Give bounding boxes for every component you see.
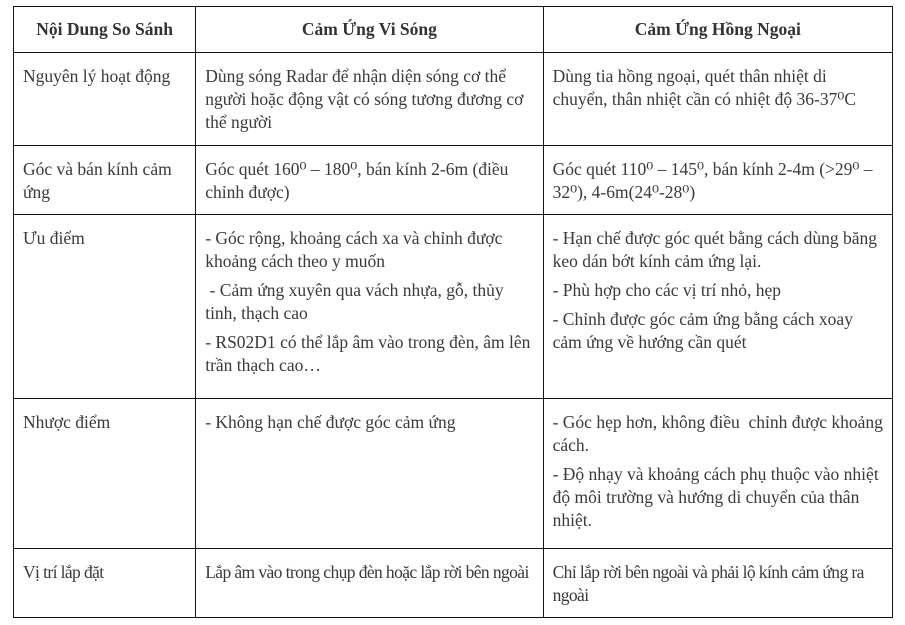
- header-microwave: Cảm Ứng Vi Sóng: [196, 7, 543, 53]
- infrared-disadvantage-2: - Độ nhạy và khoảng cách phụ thuộc vào nhiệt độ môi trường và hướng di chuyển của thân nhiệt.: [552, 464, 879, 530]
- row-label-cell: [14, 549, 196, 618]
- microwave-text: Lắp âm vào trong chụp đèn hoặc lắp rời bên ngoài: [205, 562, 529, 582]
- header-infrared: Cảm Ứng Hồng Ngoại: [543, 7, 892, 53]
- microwave-cell: [196, 215, 543, 399]
- row-label: Nguyên lý hoạt động: [23, 66, 171, 86]
- table-row: [14, 146, 893, 215]
- table-row: [14, 215, 893, 399]
- infrared-text: Góc quét 110⁰ – 145⁰, bán kính 2-4m (>29⁰ – 32⁰), 4-6m(24⁰-28⁰): [552, 159, 873, 202]
- row-label: Vị trí lắp đặt: [23, 562, 104, 582]
- row-label: Nhược điểm: [23, 412, 111, 432]
- table-row: [14, 549, 893, 618]
- row-label-cell: [14, 215, 196, 399]
- table-row: [14, 399, 893, 549]
- microwave-disadvantage-1: - Không hạn chế được góc cảm ứng: [205, 412, 456, 432]
- row-label-cell: [14, 399, 196, 549]
- row-label: Ưu điểm: [23, 228, 85, 248]
- infrared-cell: [543, 146, 892, 215]
- infrared-advantage-1: - Hạn chế được góc quét bằng cách dùng băng keo dán bớt kính cảm ứng lại.: [552, 228, 877, 271]
- microwave-advantage-2: - Cảm ứng xuyên qua vách nhựa, gỗ, thủy tinh, thạch cao: [205, 280, 509, 323]
- microwave-cell: [196, 399, 543, 549]
- infrared-cell: [543, 399, 892, 549]
- header-criteria: Nội Dung So Sánh: [14, 7, 196, 53]
- infrared-text: Chỉ lắp rời bên ngoài và phải lộ kính cảm ứng ra ngoài: [552, 562, 864, 605]
- row-label: Góc và bán kính cảm ứng: [23, 159, 172, 202]
- microwave-advantage-1: - Góc rộng, khoảng cách xa và chỉnh được khoảng cách theo y muốn: [205, 228, 503, 271]
- row-label-cell: [14, 146, 196, 215]
- infrared-advantage-3: - Chỉnh được góc cảm ứng bằng cách xoay cảm ứng về hướng cần quét: [552, 309, 853, 352]
- header-row: [14, 7, 893, 53]
- infrared-cell: [543, 549, 892, 618]
- microwave-cell: [196, 549, 543, 618]
- infrared-disadvantage-1: - Góc hẹp hơn, không điều chỉnh được khoảng cách.: [552, 412, 888, 455]
- table-row: [14, 53, 893, 146]
- microwave-advantage-3: - RS02D1 có thể lắp âm vào trong đèn, âm lên trần thạch cao…: [205, 332, 531, 375]
- infrared-cell: [543, 215, 892, 399]
- comparison-table: [13, 6, 893, 618]
- microwave-cell: [196, 146, 543, 215]
- row-label-cell: [14, 53, 196, 146]
- microwave-text: Dùng sóng Radar để nhận diện sóng cơ thể người hoặc động vật có sóng tương đương cơ thể người: [205, 66, 524, 132]
- microwave-cell: [196, 53, 543, 146]
- microwave-text: Góc quét 160⁰ – 180⁰, bán kính 2-6m (điều chỉnh được): [205, 159, 509, 202]
- infrared-text: Dùng tia hồng ngoại, quét thân nhiệt di chuyển, thân nhiệt cần có nhiệt độ 36-37⁰C: [552, 66, 857, 109]
- infrared-cell: [543, 53, 892, 146]
- infrared-advantage-2: - Phù hợp cho các vị trí nhỏ, hẹp: [552, 280, 782, 300]
